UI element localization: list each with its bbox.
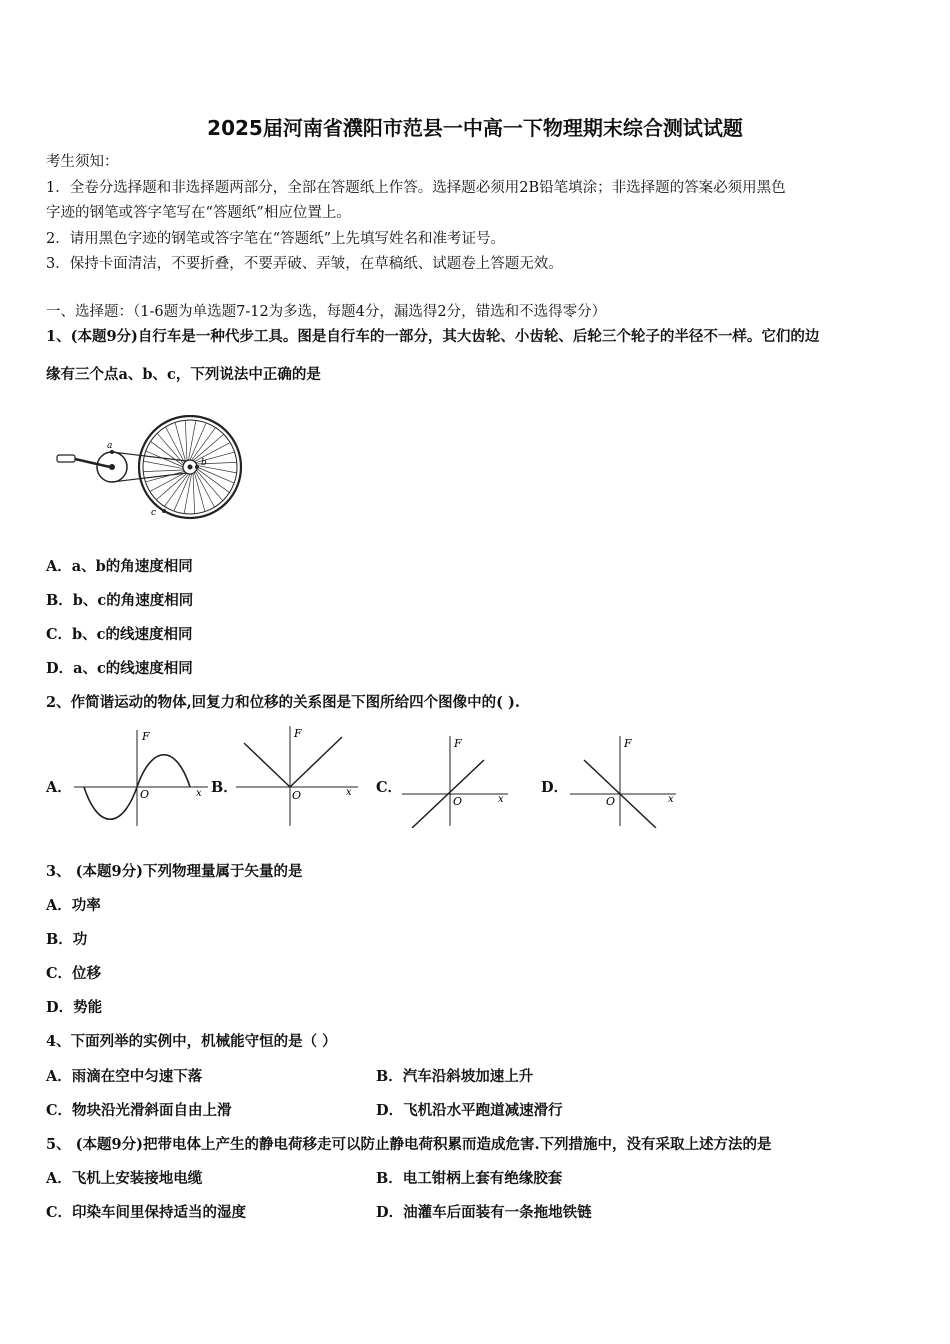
label-c: c [151, 508, 157, 518]
axis-x: x [346, 787, 352, 798]
q5-option-c: C．印染车间里保持适当的湿度 [46, 1204, 247, 1221]
q5-stem: 5、 (本题9分)把带电体上产生的静电荷移走可以防止静电荷积累而造成危害.下列措施中，没有采取上述方法的是 [46, 1136, 772, 1153]
notice-item-3: 3．保持卡面清洁，不要折叠，不要弄破、弄皱，在草稿纸、试题卷上答题无效。 [46, 256, 563, 272]
axis-f: F [294, 727, 302, 740]
axis-f: F [142, 730, 150, 743]
line-left [244, 743, 290, 787]
q4-option-c: C．物块沿光滑斜面自由上滑 [46, 1102, 232, 1119]
spoke [192, 428, 216, 461]
origin: O [292, 789, 302, 802]
q2-label-d: D． [541, 779, 569, 796]
rear-hub [188, 465, 193, 470]
spoke [190, 423, 206, 460]
spoke [146, 451, 183, 467]
notice-heading: 考生须知： [46, 154, 119, 170]
q4-option-b: B．汽车沿斜坡加速上升 [376, 1068, 534, 1085]
q1-option-b: B．b、c的角速度相同 [46, 592, 194, 609]
crank-arm [75, 459, 110, 467]
q1-option-d: D．a、c的线速度相同 [46, 660, 193, 677]
q1-option-c: C．b、c的线速度相同 [46, 626, 193, 643]
page-title: 2025届河南省濮阳市范县一中高一下物理期末综合测试试题 [207, 116, 743, 140]
spoke [197, 467, 234, 483]
label-b: b [201, 458, 207, 468]
q5-option-d: D．油灌车后面装有一条拖地铁链 [376, 1204, 592, 1221]
q1-stem-line1: 1、(本题9分)自行车是一种代步工具。图是自行车的一部分，其大齿轮、小齿轮、后轮三个轮子的半径不一样。它们的边 [46, 328, 820, 345]
point-c [162, 509, 166, 513]
q2-graph-b [232, 723, 362, 828]
origin: O [453, 795, 463, 808]
spoke [156, 473, 187, 499]
axis-x: x [668, 794, 674, 805]
q4-option-a: A．雨滴在空中匀速下落 [46, 1068, 203, 1085]
spoke [164, 474, 188, 507]
origin: O [140, 788, 150, 801]
big-gear-hub [109, 464, 115, 470]
spoke [166, 427, 185, 463]
point-b [195, 465, 199, 469]
q3-stem: 3、 (本题9分)下列物理量属于矢量的是 [46, 863, 303, 880]
notice-item-2: 2．请用黑色字迹的钢笔或答字笔在“答题纸”上先填写姓名和准考证号。 [46, 231, 506, 247]
spoke [197, 469, 230, 493]
spoke [185, 420, 187, 460]
line-right [290, 737, 342, 787]
q2-graph-a [70, 728, 212, 828]
q1-option-a: A．a、b的角速度相同 [46, 558, 193, 575]
spoke [193, 473, 195, 513]
q1-stem-line2: 缘有三个点a、b、c，下列说法中正确的是 [46, 366, 321, 383]
origin: O [606, 795, 616, 808]
q4-stem: 4、下面列举的实例中，机械能守恒的是（ ） [46, 1033, 337, 1050]
axis-x: x [498, 794, 504, 805]
notice-item-1: 1．全卷分选择题和非选择题两部分，全部在答题纸上作答。选择题必须用2B铅笔填涂；非选择题的答案必须用黑色 [46, 180, 786, 196]
spoke [193, 434, 224, 460]
q5-option-b: B．电工钳柄上套有绝缘胶套 [376, 1170, 563, 1187]
q3-option-d: D．势能 [46, 999, 103, 1016]
q3-option-a: A．功率 [46, 897, 101, 914]
section-heading: 一、选择题：（1-6题为单选题7-12为多选，每题4分，漏选得2分，错选和不选得零分） [46, 304, 607, 320]
bicycle-figure [55, 415, 250, 520]
q2-graph-d [566, 733, 681, 828]
q2-graph-c [398, 733, 513, 828]
q2-label-c: C． [376, 779, 403, 796]
spoke [174, 474, 190, 511]
q2-label-a: A． [46, 779, 72, 796]
spoke [194, 443, 230, 462]
spoke [143, 470, 183, 472]
q3-option-c: C．位移 [46, 965, 102, 982]
q2-stem: 2、作简谐运动的物体,回复力和位移的关系图是下图所给四个图像中的( ). [46, 694, 520, 711]
axis-f: F [454, 737, 462, 750]
pedal [57, 455, 75, 462]
axis-x: x [196, 788, 202, 799]
q2-label-b: B． [211, 779, 238, 796]
q5-option-a: A．飞机上安装接地电缆 [46, 1170, 203, 1187]
label-a: a [107, 441, 113, 451]
q3-option-b: B．功 [46, 931, 88, 948]
spoke [195, 471, 214, 507]
notice-item-1-cont: 字迹的钢笔或答字笔写在“答题纸”相应位置上。 [46, 205, 351, 221]
q4-option-d: D．飞机沿水平跑道减速滑行 [376, 1102, 563, 1119]
spoke [151, 441, 184, 465]
spoke [196, 470, 222, 501]
axis-f: F [624, 737, 632, 750]
